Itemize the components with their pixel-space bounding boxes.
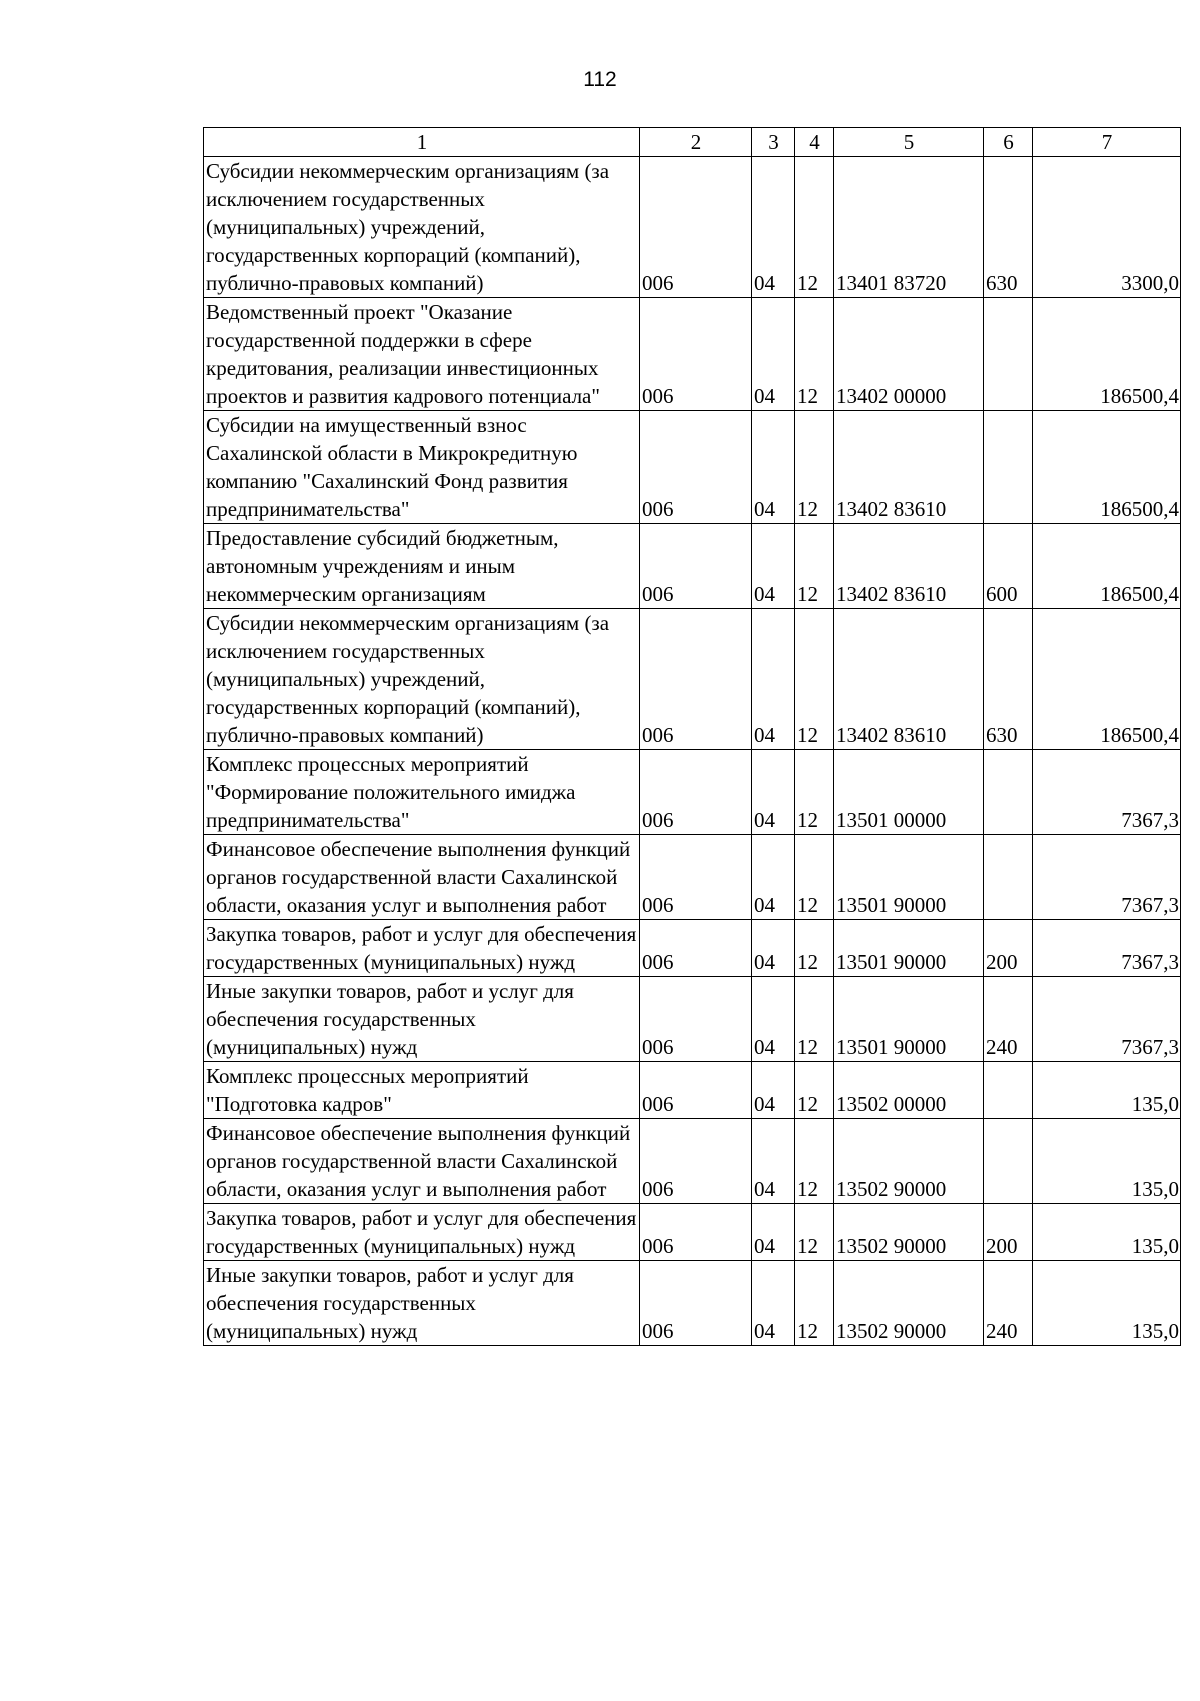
subsection-code: 12 [795, 977, 834, 1062]
table-row [204, 1261, 1181, 1346]
column-header-7: 7 [1033, 128, 1181, 157]
grbs-code: 006 [640, 1261, 752, 1346]
amount-value: 186500,4 [1033, 411, 1181, 524]
amount-value: 135,0 [1033, 1062, 1181, 1119]
budget-item-name: Предоставление субсидий бюджетным, автономным учреждениям и иным некоммерческим организациям [204, 524, 640, 609]
section-code: 04 [752, 298, 795, 411]
section-code: 04 [752, 1204, 795, 1261]
grbs-code: 006 [640, 750, 752, 835]
budget-item-name: Комплекс процессных мероприятий "Подготовка кадров" [204, 1062, 640, 1119]
page-number: 112 [583, 68, 617, 91]
amount-value: 7367,3 [1033, 835, 1181, 920]
table-row [204, 411, 1181, 524]
subsection-code: 12 [795, 1261, 834, 1346]
subsection-code: 12 [795, 157, 834, 298]
target-article-code: 13502 00000 [834, 1062, 984, 1119]
subsection-code: 12 [795, 1119, 834, 1204]
subsection-code: 12 [795, 298, 834, 411]
expense-type-code: 240 [984, 977, 1033, 1062]
amount-value: 7367,3 [1033, 920, 1181, 977]
target-article-code: 13402 00000 [834, 298, 984, 411]
section-code: 04 [752, 1062, 795, 1119]
grbs-code: 006 [640, 298, 752, 411]
target-article-code: 13402 83610 [834, 524, 984, 609]
amount-value: 186500,4 [1033, 609, 1181, 750]
grbs-code: 006 [640, 1119, 752, 1204]
budget-item-name: Финансовое обеспечение выполнения функций органов государственной власти Сахалинской области, оказания услуг и выполнения работ [204, 835, 640, 920]
section-code: 04 [752, 524, 795, 609]
target-article-code: 13502 90000 [834, 1119, 984, 1204]
subsection-code: 12 [795, 1204, 834, 1261]
grbs-code: 006 [640, 920, 752, 977]
column-header-5: 5 [834, 128, 984, 157]
expense-type-code [984, 1119, 1033, 1204]
column-header-6: 6 [984, 128, 1033, 157]
target-article-code: 13501 90000 [834, 835, 984, 920]
subsection-code: 12 [795, 609, 834, 750]
section-code: 04 [752, 920, 795, 977]
section-code: 04 [752, 977, 795, 1062]
subsection-code: 12 [795, 750, 834, 835]
budget-table [203, 127, 1181, 1346]
expense-type-code [984, 750, 1033, 835]
subsection-code: 12 [795, 835, 834, 920]
target-article-code: 13501 90000 [834, 977, 984, 1062]
grbs-code: 006 [640, 835, 752, 920]
subsection-code: 12 [795, 524, 834, 609]
table-row [204, 835, 1181, 920]
budget-item-name: Субсидии некоммерческим организациям (за исключением государственных (муниципальных) учреждений, государственных корпораций (компаний), публично-правовых компаний) [204, 157, 640, 298]
amount-value: 7367,3 [1033, 977, 1181, 1062]
expense-type-code [984, 298, 1033, 411]
grbs-code: 006 [640, 1204, 752, 1261]
expense-type-code [984, 1062, 1033, 1119]
target-article-code: 13402 83610 [834, 609, 984, 750]
budget-item-name: Иные закупки товаров, работ и услуг для обеспечения государственных (муниципальных) нужд [204, 977, 640, 1062]
expense-type-code [984, 411, 1033, 524]
column-header-3: 3 [752, 128, 795, 157]
expense-type-code [984, 835, 1033, 920]
section-code: 04 [752, 750, 795, 835]
amount-value: 135,0 [1033, 1119, 1181, 1204]
subsection-code: 12 [795, 411, 834, 524]
amount-value: 135,0 [1033, 1204, 1181, 1261]
grbs-code: 006 [640, 157, 752, 298]
table-row [204, 298, 1181, 411]
table-row [204, 1062, 1181, 1119]
budget-item-name: Субсидии на имущественный взнос Сахалинской области в Микрокредитную компанию "Сахалинский Фонд развития предпринимательства" [204, 411, 640, 524]
section-code: 04 [752, 835, 795, 920]
expense-type-code: 200 [984, 1204, 1033, 1261]
amount-value: 186500,4 [1033, 524, 1181, 609]
budget-item-name: Иные закупки товаров, работ и услуг для обеспечения государственных (муниципальных) нужд [204, 1261, 640, 1346]
column-header-1: 1 [204, 128, 640, 157]
target-article-code: 13402 83610 [834, 411, 984, 524]
expense-type-code: 200 [984, 920, 1033, 977]
table-row [204, 157, 1181, 298]
budget-item-name: Ведомственный проект "Оказание государственной поддержки в сфере кредитования, реализации инвестиционных проектов и развития кадрового потенциала" [204, 298, 640, 411]
table-row [204, 977, 1181, 1062]
table-row [204, 524, 1181, 609]
table-row [204, 920, 1181, 977]
subsection-code: 12 [795, 920, 834, 977]
section-code: 04 [752, 157, 795, 298]
amount-value: 3300,0 [1033, 157, 1181, 298]
expense-type-code: 630 [984, 609, 1033, 750]
budget-item-name: Закупка товаров, работ и услуг для обеспечения государственных (муниципальных) нужд [204, 920, 640, 977]
table-body [204, 157, 1181, 1346]
budget-item-name: Субсидии некоммерческим организациям (за исключением государственных (муниципальных) учреждений, государственных корпораций (компаний), публично-правовых компаний) [204, 609, 640, 750]
grbs-code: 006 [640, 524, 752, 609]
grbs-code: 006 [640, 977, 752, 1062]
column-header-2: 2 [640, 128, 752, 157]
target-article-code: 13502 90000 [834, 1261, 984, 1346]
target-article-code: 13501 90000 [834, 920, 984, 977]
target-article-code: 13501 00000 [834, 750, 984, 835]
amount-value: 186500,4 [1033, 298, 1181, 411]
subsection-code: 12 [795, 1062, 834, 1119]
target-article-code: 13401 83720 [834, 157, 984, 298]
table-row [204, 750, 1181, 835]
column-header-4: 4 [795, 128, 834, 157]
target-article-code: 13502 90000 [834, 1204, 984, 1261]
grbs-code: 006 [640, 1062, 752, 1119]
section-code: 04 [752, 1261, 795, 1346]
grbs-code: 006 [640, 411, 752, 524]
expense-type-code: 630 [984, 157, 1033, 298]
section-code: 04 [752, 1119, 795, 1204]
section-code: 04 [752, 609, 795, 750]
budget-item-name: Закупка товаров, работ и услуг для обеспечения государственных (муниципальных) нужд [204, 1204, 640, 1261]
grbs-code: 006 [640, 609, 752, 750]
budget-item-name: Комплекс процессных мероприятий "Формирование положительного имиджа предпринимательства" [204, 750, 640, 835]
table-row [204, 1119, 1181, 1204]
table-row [204, 1204, 1181, 1261]
expense-type-code: 240 [984, 1261, 1033, 1346]
column-number-row [204, 128, 1181, 157]
section-code: 04 [752, 411, 795, 524]
amount-value: 135,0 [1033, 1261, 1181, 1346]
table-row [204, 609, 1181, 750]
budget-item-name: Финансовое обеспечение выполнения функций органов государственной власти Сахалинской области, оказания услуг и выполнения работ [204, 1119, 640, 1204]
amount-value: 7367,3 [1033, 750, 1181, 835]
expense-type-code: 600 [984, 524, 1033, 609]
